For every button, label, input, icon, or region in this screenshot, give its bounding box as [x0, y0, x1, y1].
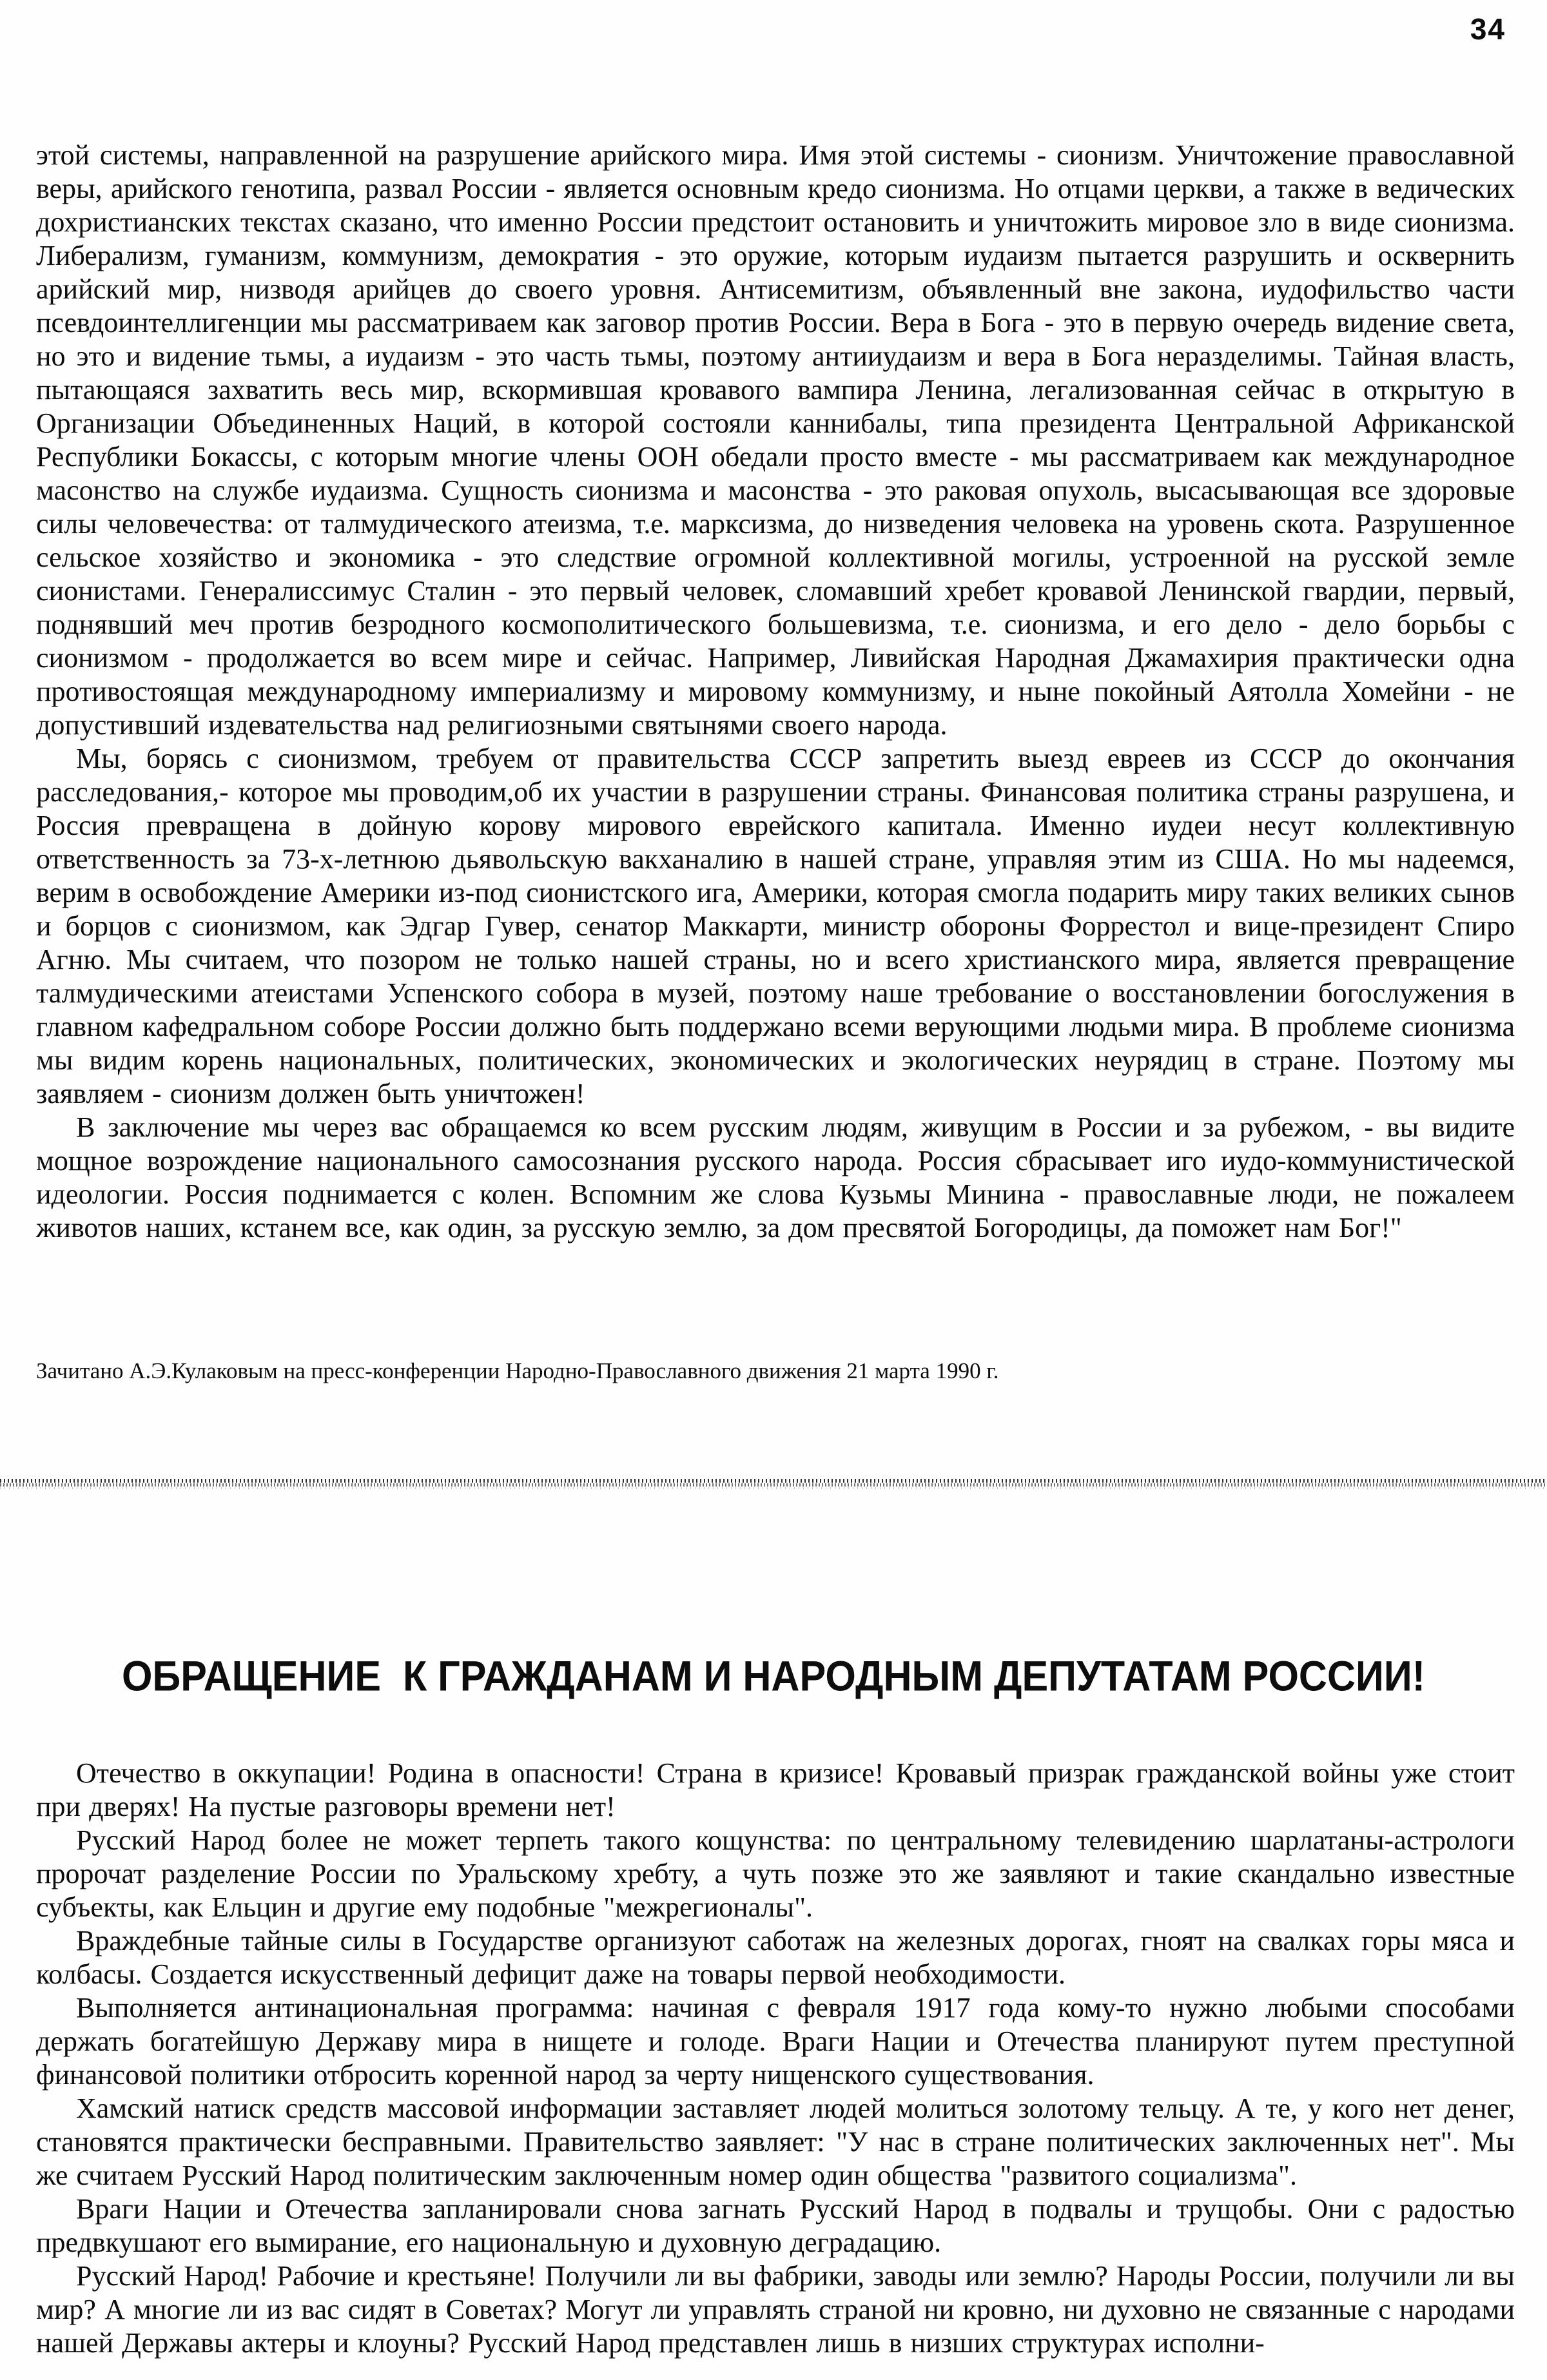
- appeal-paragraph: Выполняется антинациональная программа: начиная с февраля 1917 года кому-то нужно любыми способами держать богатейшую Державу мира в нищете и голоде. Враги Нации и Отечества планируют путем преступной финансовой политики отбросить коренной народ за черту нищенского существования.: [36, 1992, 1515, 2091]
- appeal-paragraph: Враги Нации и Отечества запланировали снова загнать Русский Народ в подвалы и трущобы. Они с радостью предвкушают его вымирание, его национальную и духовную деградацию.: [36, 2193, 1515, 2258]
- body-paragraph: В заключение мы через вас обращаемся ко всем русским людям, живущим в России и за рубежом, - вы видите мощное возрождение национального самосознания русского народа. Россия сбрасывает иго иудо-коммунистической идеологии. Россия поднимается с колен. Вспомним же слова Кузьмы Минина - православные люди, не пожалеем животов наших, кстанем все, как один, за русскую землю, за дом пресвятой Богородицы, да поможет нам Бог!": [36, 1111, 1515, 1244]
- body-paragraph: этой системы, направленной на разрушение арийского мира. Имя этой системы - сионизм. Уничтожение православной веры, арийского генотипа, развал России - является основным кредо сионизма. Но отцами церкви, а также в ведических дохристианских текстах сказано, что именно России предстоит остановить и уничтожить мировое зло в виде сионизма. Либерализм, гуманизм, коммунизм, демократия - это оружие, которым иудаизм пытается разрушить и осквернить арийский мир, низводя арийцев до своего уровня. Антисемитизм, объявленный вне закона, иудофильство части псевдоинтеллигенции мы рассматриваем как заговор против России. Вера в Бога - это в первую очередь видение света, но это и видение тьмы, а иудаизм - это часть тьмы, поэтому антииудаизм и вера в Бога неразделимы. Тайная власть, пытающаяся захватить весь мир, вскормившая кровавого вампира Ленина, легализованная сейчас в открытую в Организации Объединенных Наций, в которой состояли каннибалы, типа президента Центральной Африканской Республики Бокассы, с которым многие члены ООН обедали просто вместе - мы рассматриваем как международное масонство на службе иудаизма. Сущность сионизма и масонства - это раковая опухоль, высасывающая все здоровые силы человечества: от талмудического атеизма, т.е. марксизма, до низведения человека на уровень скота. Разрушенное сельское хозяйство и экономика - это следствие огромной коллективной могилы, устроенной на русской земле сионистами. Генералиссимус Сталин - это первый человек, сломавший хребет кровавой Ленинской гвардии, первый, поднявший меч против безродного космополитического большевизма, т.е. сионизма, и его дело - дело борьбы с сионизмом - продолжается во всем мире и сейчас. Например, Ливийская Народная Джамахирия практически одна противостоящая международному империализму и мировому коммунизму, и ныне покойный Аятолла Хомейни - не допустивший издевательства над религиозными святынями своего народа.: [36, 139, 1515, 741]
- appeal-paragraph: Русский Народ более не может терпеть такого кощунства: по центральному телевидению шарлатаны-астрологи пророчат разделение России по Уральскому хребту, а чуть позже это же заявляют и такие скандально известные субъекты, как Ельцин и другие ему подобные "межрегионалы".: [36, 1824, 1515, 1923]
- page-number: 34: [1470, 12, 1506, 46]
- appeal-paragraph: Отечество в оккупации! Родина в опасности! Страна в кризисе! Кровавый призрак гражданской войны уже стоит при дверях! На пустые разговоры времени нет!: [36, 1757, 1515, 1822]
- appeal-text-block: [36, 1757, 1515, 2360]
- body-paragraph: Мы, борясь с сионизмом, требуем от правительства СССР запретить выезд евреев из СССР до окончания расследования,- которое мы проводим,об их участии в разрушении страны. Финансовая политика страны разрушена, и Россия превращена в дойную корову мирового еврейского капитала. Именно иудеи несут коллективную ответственность за 73-х-летнюю дьявольскую вакханалию в нашей стране, управляя этим из США. Но мы надеемся, верим в освобождение Америки из-под сионистского ига, Америки, которая смогла подарить миру таких великих сынов и борцов с сионизмом, как Эдгар Гувер, сенатор Маккарти, министр обороны Форрестол и вице-президент Спиро Агню. Мы считаем, что позором не только нашей страны, но и всего христианского мира, является превращение талмудическими атеистами Успенского собора в музей, поэтому наше требование о восстановлении богослужения в главном кафедральном соборе России должно быть поддержано всеми верующими людьми мира. В проблеме сионизма мы видим корень национальных, политических, экономических и экологических неурядиц в стране. Поэтому мы заявляем - сионизм должен быть уничтожен!: [36, 743, 1515, 1109]
- appeal-paragraph: Враждебные тайные силы в Государстве организуют саботаж на железных дорогах, гноят на свалках горы мяса и колбасы. Создается искусственный дефицит даже на товары первой необходимости.: [36, 1925, 1515, 1990]
- appeal-heading: ОБРАЩЕНИЕ К ГРАЖДАНАМ И НАРОДНЫМ ДЕПУТАТАМ РОССИИ!: [121, 1652, 1426, 1700]
- appeal-paragraph: Русский Народ! Рабочие и крестьяне! Получили ли вы фабрики, заводы или землю? Народы России, получили ли вы мир? А многие ли из вас сидят в Советах? Могут ли управлять страной ни кровно, ни духовно не связанные с народами нашей Державы актеры и клоуны? Русский Народ представлен лишь в низших структурах исполни-: [36, 2260, 1515, 2359]
- main-text-block: [36, 139, 1515, 1245]
- attribution-line: Зачитано А.Э.Кулаковым на пресс-конференции Народно-Православного движения 21 марта 1990 г.: [36, 1358, 999, 1383]
- dotted-separator: [0, 1478, 1547, 1490]
- appeal-paragraph: Хамский натиск средств массовой информации заставляет людей молиться золотому тельцу. А те, у кого нет денег, становятся практически бесправными. Правительство заявляет: "У нас в стране политических заключенных нет". Мы же считаем Русский Народ политическим заключенным номер один общества "развитого социализма".: [36, 2092, 1515, 2191]
